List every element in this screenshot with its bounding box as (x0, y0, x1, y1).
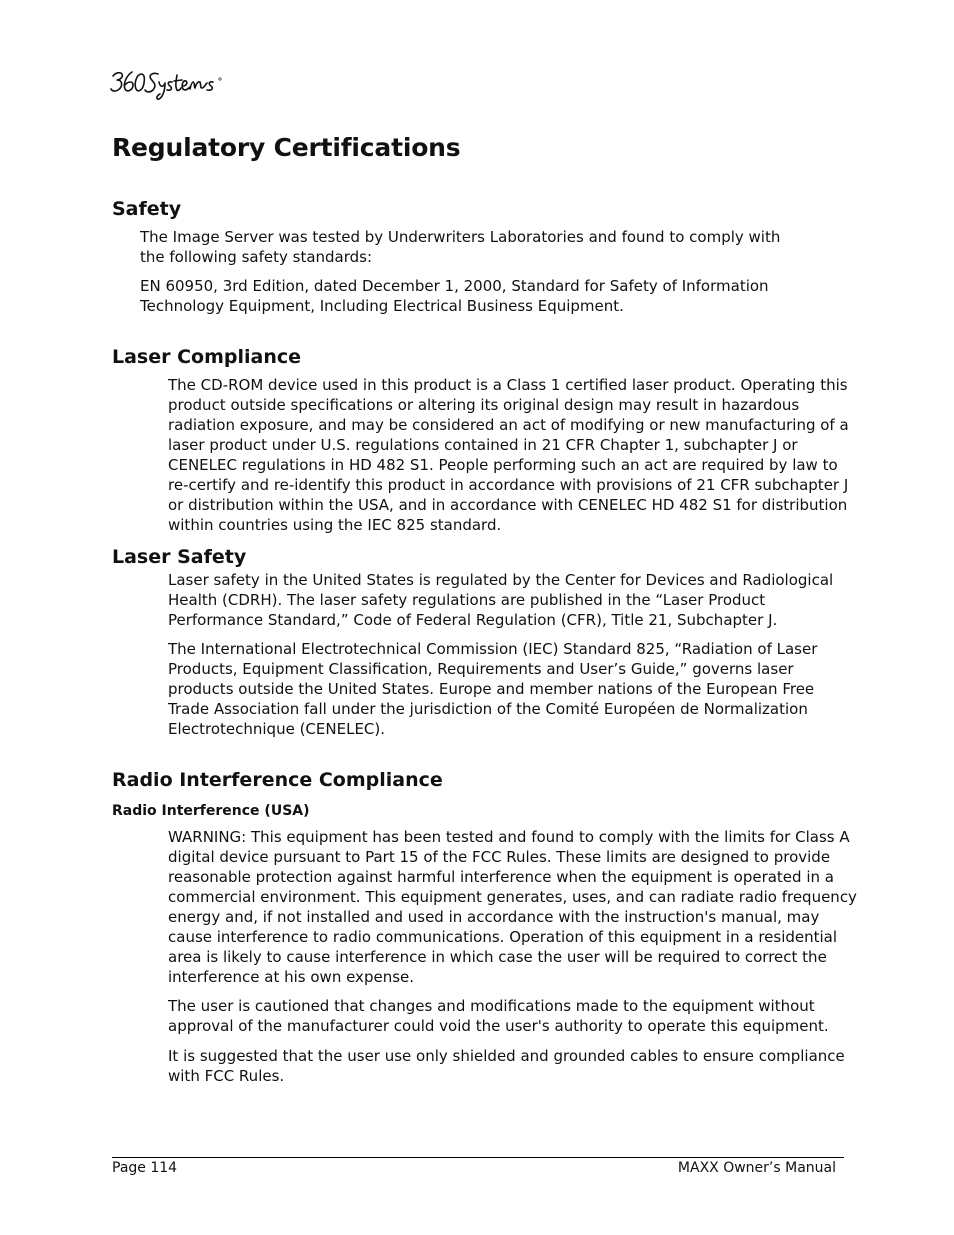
footer-page-number: Page 114 (112, 1160, 178, 1176)
subsection-heading-radio-usa: Radio Interference (USA) (112, 803, 310, 819)
laser-safety-paragraph-2: The International Electrotechnical Commission (IEC) Standard 825, “Radiation of Laser Products, Equipment Classification, Requirements and User’s Guide,” governs laser products outside the United States. Europe and member nations of the European Free Trade Association fall under the jurisdiction of the Comité Européen de Normalization Electrotechnique (CENELEC). (168, 640, 818, 738)
company-logo (110, 66, 225, 102)
safety-paragraph-2: EN 60950, 3rd Edition, dated December 1, 2000, Standard for Safety of Information Technology Equipment, Including Electrical Business Equipment. (140, 277, 769, 315)
footer-manual-title: MAXX Owner’s Manual (677, 1160, 836, 1176)
footer-divider (112, 1157, 844, 1158)
laser-compliance-paragraph: The CD-ROM device used in this product is a Class 1 certified laser product. Operating this product outside specifications or altering its original design may result in hazardous radiation exposure, and may be considered an act of modifying or new manufacturing of a laser product under U.S. regulations contained in 21 CFR Chapter 1, subchapter J or CENELEC regulations in HD 482 S1. People performing such an act are required by law to re-certify and re-identify this product in accordance with provisions of 21 CFR subchapter J or distribution within the USA, and in accordance with CENELEC HD 482 S1 for distribution within countries using the IEC 825 standard. (168, 376, 849, 534)
section-heading-radio-interference: Radio Interference Compliance (112, 769, 443, 791)
radio-warning-paragraph: WARNING: This equipment has been tested and found to comply with the limits for Class A digital device pursuant to Part 15 of the FCC Rules. These limits are designed to provide reasonable protection against harmful interference when the equipment is operated in a commercial environment. This equipment generates, uses, and can radiate radio frequency energy and, if not installed and used in accordance with the instruction's manual, may cause interference to radio communications. Operation of this equipment in a residential area is likely to cause interference in which case the user will be required to correct the interference at his own expense. (168, 828, 857, 986)
safety-paragraph-1: The Image Server was tested by Underwriters Laboratories and found to comply with the following safety standards: (140, 228, 781, 266)
radio-caution-paragraph: The user is cautioned that changes and modifications made to the equipment without approval of the manufacturer could void the user's authority to operate this equipment. (168, 997, 829, 1035)
logo-360-systems-icon (110, 66, 225, 102)
radio-cables-paragraph: It is suggested that the user use only shielded and grounded cables to ensure compliance with FCC Rules. (168, 1047, 845, 1085)
section-heading-safety: Safety (112, 198, 182, 220)
page-title: Regulatory Certifications (112, 133, 461, 162)
laser-safety-paragraph-1: Laser safety in the United States is regulated by the Center for Devices and Radiological Health (CDRH). The laser safety regulations are published in the “Laser Product Performance Standard,” Code of Federal Regulation (CFR), Title 21, Subchapter J. (168, 571, 834, 629)
section-heading-laser-safety: Laser Safety (112, 546, 247, 568)
section-heading-laser-compliance: Laser Compliance (112, 346, 302, 368)
